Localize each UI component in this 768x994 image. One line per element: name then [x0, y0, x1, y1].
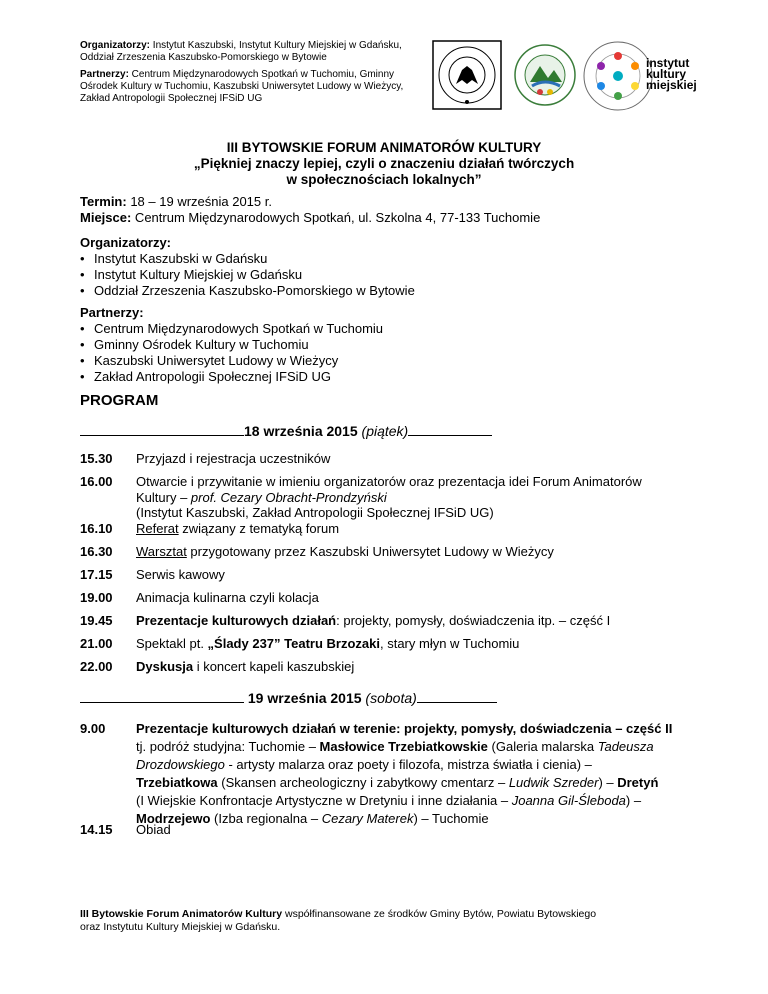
header-partners-text2: Ośrodek Kultury w Tuchomiu, Kaszubski Uniwersytet Ludowy w Wieżycy,	[80, 81, 404, 92]
row-text	[136, 720, 690, 828]
footer-note	[80, 908, 688, 934]
title-line3: w społecznościach lokalnych”	[286, 172, 482, 187]
underline-rule	[80, 423, 244, 436]
program-row	[80, 822, 690, 838]
row-line: Kultury –	[136, 489, 191, 505]
ikm-line1: instytut	[646, 56, 690, 70]
row-text: Spektakl pt.	[136, 636, 208, 651]
text-segment: (Galeria malarska	[487, 739, 598, 754]
person-name: Cezary Materek	[321, 811, 414, 826]
program-row	[80, 590, 690, 606]
program-row	[80, 544, 690, 560]
row-text: i koncert kapeli kaszubskiej	[193, 659, 355, 674]
instytut-kultury-miejskiej-logo	[646, 58, 706, 91]
row-text: Serwis kawowy	[136, 567, 225, 582]
day2-date: 19 września 2015	[244, 690, 366, 706]
row-time: 22.00	[80, 659, 113, 674]
row-bold: Dyskusja	[136, 659, 194, 674]
row-time: 16.10	[80, 521, 113, 536]
text-segment: ) –	[598, 775, 618, 790]
footer-text: współfinansowane ze środków Gminy Bytów, Powiatu Bytowskiego	[282, 908, 597, 920]
day1-weekday: (piątek)	[361, 423, 409, 439]
header-organizers	[80, 40, 440, 64]
header-org-text2: Oddział Zrzeszenia Kaszubsko-Pomorskiego w Bytowie	[80, 52, 327, 63]
person-name: Drozdowskiego	[136, 757, 225, 772]
row-underlined: Warsztat	[136, 544, 187, 559]
underline-rule	[80, 690, 244, 703]
list-item: • Kaszubski Uniwersytet Ludowy w Wieżycy	[80, 353, 690, 369]
text-segment: (I Wiejskie Konfrontacje Artystyczne w Dretyniu i inne działania –	[136, 793, 512, 808]
ikm-line2: kultury	[646, 67, 687, 81]
place-name: Trzebiatkowa	[136, 775, 218, 790]
header-partners-label: Partnerzy:	[80, 69, 129, 80]
person-name: Tadeusza	[597, 739, 654, 754]
header-partners	[80, 69, 440, 105]
row-text: Obiad	[136, 822, 171, 837]
row-time: 15.30	[80, 451, 113, 466]
list-item: • Centrum Międzynarodowych Spotkań w Tuchomiu	[80, 321, 690, 337]
list-item: • Instytut Kaszubski w Gdańsku	[80, 251, 690, 267]
place-name: Dretyń	[617, 775, 659, 790]
row-text: , stary młyn w Tuchomiu	[379, 636, 520, 651]
program-row	[80, 451, 690, 467]
day2-weekday: (sobota)	[365, 690, 417, 706]
row-text: Animacja kulinarna czyli kolacja	[136, 590, 319, 605]
text-segment: ) – Tuchomie	[413, 811, 489, 826]
row-line: (Instytut Kaszubski, Zakład Antropologii Społecznej IFSiD UG)	[136, 505, 494, 520]
row-time: 14.15	[80, 822, 113, 837]
row-text: : projekty, pomysły, doświadczenia itp. – część I	[336, 613, 611, 628]
text-segment: ) –	[625, 793, 642, 808]
ikm-line3: miejskiej	[646, 78, 697, 92]
row-bold: Prezentacje kulturowych działań	[136, 613, 337, 628]
row-text: związany z tematyką forum	[178, 521, 340, 536]
footer-text2: oraz Instytutu Kultury Miejskiej w Gdańsku.	[80, 921, 281, 933]
person-name: Ludwik Szreder	[508, 775, 599, 790]
person-name: Joanna Gil-Śleboda	[511, 793, 626, 808]
row-bold: „Ślady 237” Teatru Brzozaki	[207, 636, 380, 651]
organizers-heading: Organizatorzy:	[80, 235, 172, 250]
gok-tuchomie-logo	[510, 40, 580, 110]
row-text: Przyjazd i rejestracja uczestników	[136, 451, 331, 466]
footer-bold: III Bytowskie Forum Animatorów Kultury	[80, 908, 283, 920]
list-item: • Oddział Zrzeszenia Kaszubsko-Pomorskiego w Bytowie	[80, 283, 690, 299]
row-line: Otwarcie i przywitanie w imieniu organizatorów oraz prezentacja idei Forum Animatorów	[136, 474, 642, 489]
program-heading: PROGRAM	[80, 392, 159, 409]
row-time: 9.00	[80, 721, 106, 736]
miejsce-value: Centrum Międzynarodowych Spotkań, ul. Szkolna 4, 77-133 Tuchomie	[131, 210, 541, 225]
list-item: • Gminny Ośrodek Kultury w Tuchomiu	[80, 337, 690, 353]
row-time: 16.00	[80, 474, 113, 489]
partners-section	[80, 305, 690, 385]
header-partners-text3: Zakład Antropologii Społecznej IFSiD UG	[80, 93, 263, 104]
program-row	[80, 636, 690, 652]
day1-date: 18 września 2015	[244, 423, 362, 439]
program-row	[80, 659, 690, 675]
place-name: Masłowice Trzebiatkowskie	[319, 739, 488, 754]
row-time: 19.00	[80, 590, 113, 605]
header-org-label: Organizatorzy:	[80, 40, 151, 51]
title-line1: III BYTOWSKIE FORUM ANIMATORÓW KULTURY	[226, 140, 542, 155]
day2-heading	[80, 689, 502, 707]
text-segment: (Skansen archeologiczny i zabytkowy cmentarz –	[217, 775, 509, 790]
miejsce-label: Miejsce:	[80, 210, 132, 225]
partners-heading: Partnerzy:	[80, 305, 144, 320]
program-row	[80, 567, 690, 583]
row-text	[136, 474, 690, 521]
event-info	[80, 194, 690, 226]
header-partners-text: Centrum Międzynarodowych Spotkań w Tuchomiu, Gminny	[128, 69, 395, 80]
row-time: 19.45	[80, 613, 113, 628]
text-segment: - artysty malarza oraz poety i filozofa, mistrza światła i cienia) –	[224, 757, 592, 772]
speaker-name: prof. Cezary Obracht-Prondzyński	[190, 489, 387, 505]
row-bold: Prezentacje kulturowych działań w terenie: projekty, pomysły, doświadczenia – część II	[136, 721, 673, 736]
row-time: 16.30	[80, 544, 113, 559]
row-time: 17.15	[80, 567, 113, 582]
header-org-text: Instytut Kaszubski, Instytut Kultury Miejskiej w Gdańsku,	[150, 40, 402, 51]
text-segment: (Izba regionalna –	[210, 811, 322, 826]
program-row	[80, 521, 690, 537]
text-segment: tj. podróż studyjna: Tuchomie –	[136, 739, 320, 754]
list-item: • Zakład Antropologii Społecznej IFSiD UG	[80, 369, 690, 385]
day1-heading	[80, 422, 502, 440]
termin-label: Termin:	[80, 194, 127, 209]
document-title	[80, 140, 688, 188]
title-line2: „Piękniej znaczy lepiej, czyli o znaczeniu działań twórczych	[193, 156, 575, 171]
underline-rule	[408, 423, 492, 436]
row-underlined: Referat	[136, 521, 179, 536]
program-row	[80, 720, 690, 828]
instytut-kaszubski-logo	[432, 40, 502, 110]
termin-value: 18 – 19 września 2015 r.	[126, 194, 272, 209]
row-text: przygotowany przez Kaszubski Uniwersytet Ludowy w Wieżycy	[186, 544, 554, 559]
program-row	[80, 613, 690, 629]
underline-rule	[417, 690, 497, 703]
program-row	[80, 474, 690, 521]
organizers-section	[80, 235, 690, 299]
row-time: 21.00	[80, 636, 113, 651]
place-name: Modrzejewo	[136, 811, 211, 826]
list-item: • Instytut Kultury Miejskiej w Gdańsku	[80, 267, 690, 283]
